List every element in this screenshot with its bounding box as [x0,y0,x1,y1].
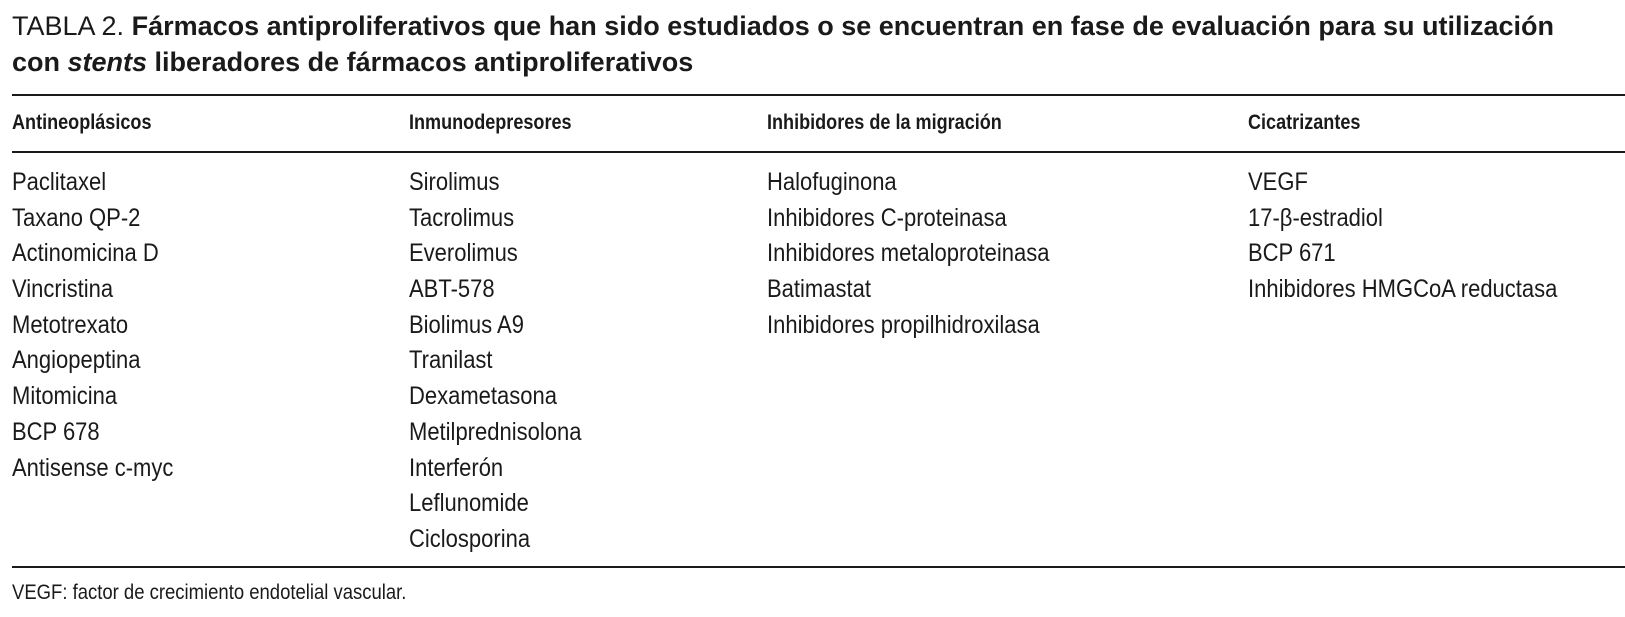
table-cell: Mitomicina [12,382,118,411]
table-top-rule [12,94,1625,96]
table-title-italic: stents [67,47,148,77]
table-cell: Sirolimus [409,168,500,196]
table-cell: Antisense c-myc [12,453,174,482]
table-cell: ABT-578 [409,275,495,304]
column-items [1248,165,1600,308]
table-cell: Inhibidores HMGCoA reductasa [1248,275,1558,304]
table-cell: Vincristina [12,275,114,304]
table-cell: Halofuginona [767,168,897,196]
table-cell: Batimastat [767,275,871,304]
column-header: Cicatrizantes [1248,111,1361,134]
table-cell: Dexametasona [409,382,557,411]
table-bottom-rule [12,566,1625,568]
table-cell: Angiopeptina [12,346,141,375]
column-items [12,165,195,486]
table-cell: VEGF [1248,168,1308,196]
column-header: Antineoplásicos [12,111,152,134]
table-cell: Paclitaxel [12,168,107,196]
column-items [409,165,605,558]
table-cell: Ciclosporina [409,524,531,553]
table-cell: Tranilast [409,346,493,375]
table-caption [12,8,1592,80]
table-cell: 17-β-estradiol [1248,203,1383,232]
table-cell: Tacrolimus [409,203,515,232]
column-header: Inmunodepresores [409,111,572,134]
table-label: TABLA 2. [12,11,125,41]
table-cell: Inhibidores metaloproteinasa [767,239,1050,268]
table-title-part2: liberadores de fármacos antiproliferativos [147,47,694,77]
table-cell: Inhibidores C-proteinasa [767,203,1007,232]
table-cell: Metilprednisolona [409,417,582,446]
table-footnote: VEGF: factor de crecimiento endotelial vascular. [12,581,407,604]
table-cell: Interferón [409,453,504,482]
table-title [12,11,1554,77]
table-title-part1: Fármacos antiproliferativos que han sido estudiados o se encuentran en fase de evaluación para su utilización con [12,11,1554,77]
table-cell: Actinomicina D [12,239,159,268]
table-cell: Taxano QP-2 [12,203,141,232]
table-cell: Leflunomide [409,489,529,518]
column-items [767,165,1088,343]
table-cell: Everolimus [409,239,518,268]
table-cell: BCP 671 [1248,239,1336,268]
table-cell: BCP 678 [12,417,100,446]
table-cell: Biolimus A9 [409,310,524,339]
column-header: Inhibidores de la migración [767,111,1002,134]
table-cell: Inhibidores propilhidroxilasa [767,310,1040,339]
table-header-rule [12,151,1625,153]
table-cell: Metotrexato [12,310,129,339]
